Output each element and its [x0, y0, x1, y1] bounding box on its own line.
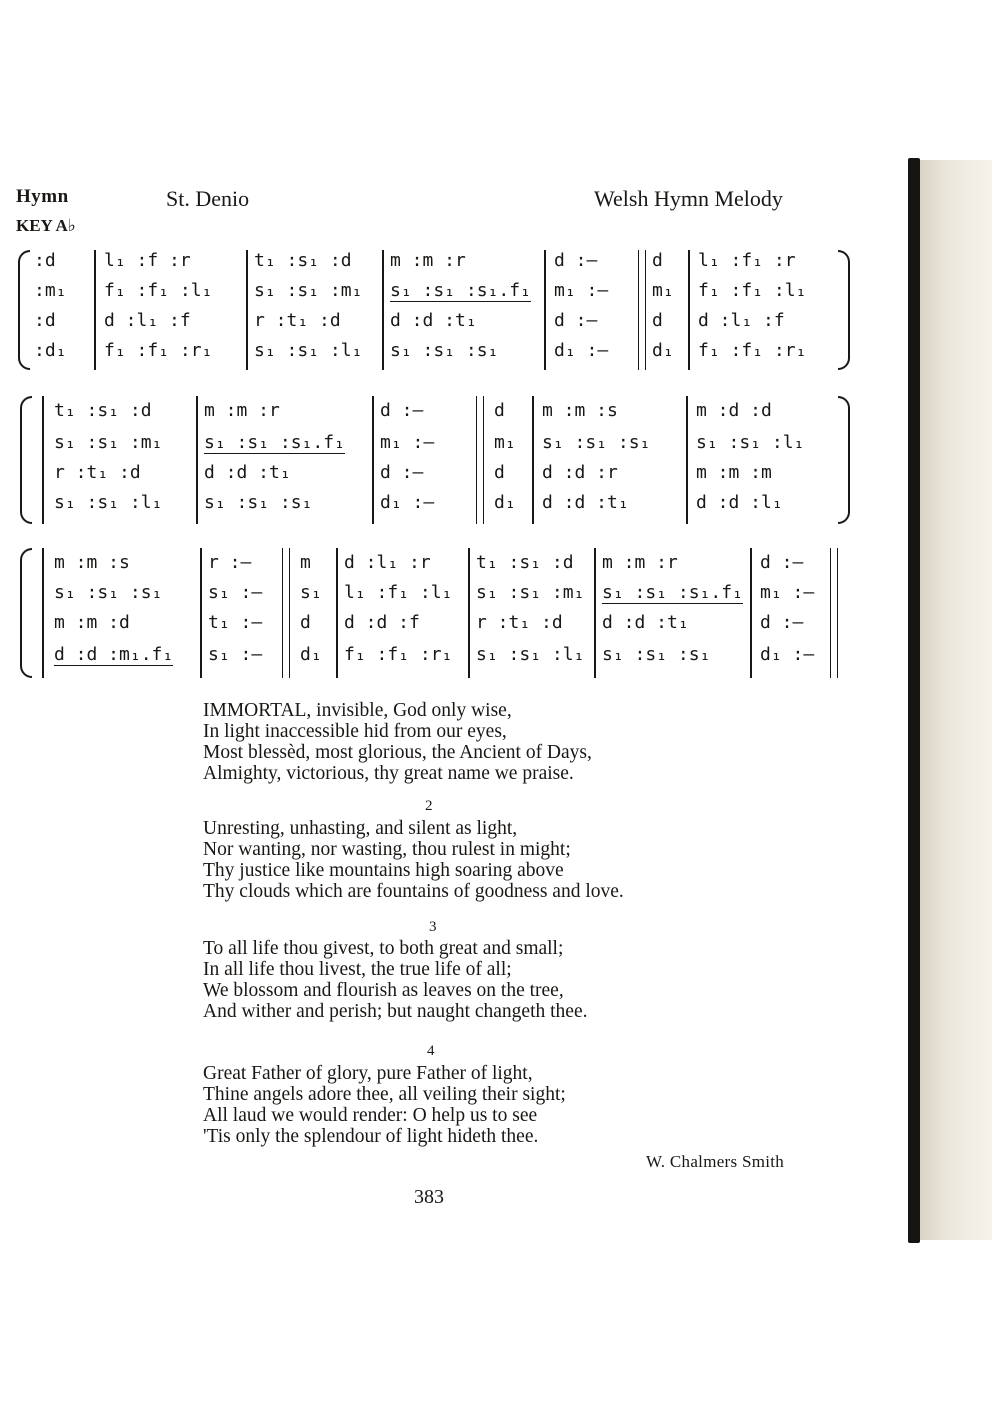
note-cell: m₁ :— — [380, 432, 435, 453]
verse-4 — [203, 1063, 566, 1147]
note-cell: :d — [34, 310, 56, 331]
verse-1 — [203, 700, 592, 784]
verse-3 — [203, 938, 587, 1022]
note-cell: f₁ :f₁ :l₁ — [698, 280, 807, 301]
note-cell: m :m :r — [204, 400, 280, 421]
note-cell: s₁ :s₁ :l₁ — [476, 644, 585, 665]
note-cell: f₁ :f₁ :l₁ — [104, 280, 213, 301]
verse-line: 'Tis only the splendour of light hideth thee. — [203, 1126, 539, 1147]
note-cell: s₁ :s₁ :s₁.f₁ — [390, 280, 531, 301]
note-cell: d — [652, 250, 663, 271]
note-cell: d :d :f — [344, 612, 420, 633]
verse-line: And wither and perish; but naught changeth thee. — [203, 1001, 588, 1022]
note-cell: s₁ :s₁ :m₁ — [54, 432, 163, 453]
alto-row — [20, 582, 850, 610]
note-cell: d :d :t₁ — [390, 310, 477, 331]
note-cell: f₁ :f₁ :r₁ — [344, 644, 453, 665]
note-cell: d₁ — [652, 340, 674, 361]
note-cell: m :d :d — [696, 400, 772, 421]
note-cell: s₁ :s₁ :m₁ — [476, 582, 585, 603]
note-cell: d₁ :— — [554, 340, 609, 361]
note-cell: d — [494, 400, 505, 421]
note-cell: l₁ :f₁ :r — [698, 250, 796, 271]
hymn-label: Hymn — [16, 186, 69, 207]
verse-line: Nor wanting, nor wasting, thou rulest in might; — [203, 839, 571, 860]
music-system-2 — [20, 396, 850, 524]
note-cell: d₁ — [300, 644, 322, 665]
note-cell: s₁ :s₁ :s₁ — [390, 340, 499, 361]
note-cell: d₁ :— — [380, 492, 435, 513]
bass-row — [20, 492, 850, 520]
note-cell: r :t₁ :d — [254, 310, 341, 331]
note-cell: d — [300, 612, 311, 633]
note-cell: d :d :r — [542, 462, 618, 483]
note-cell: d₁ :— — [760, 644, 815, 665]
bass-row — [20, 644, 850, 672]
note-cell: s₁ :— — [208, 582, 263, 603]
note-cell: d — [494, 462, 505, 483]
note-cell: d :d :t₁ — [542, 492, 629, 513]
verse-line: Most blessèd, most glorious, the Ancient of Days, — [203, 742, 592, 763]
soprano-row — [20, 552, 850, 580]
verse-line: Great Father of glory, pure Father of light, — [203, 1063, 533, 1084]
note-cell: d :l₁ :f — [104, 310, 191, 331]
note-cell: m₁ — [494, 432, 516, 453]
verse-line: To all life thou givest, to both great and small; — [203, 938, 564, 959]
note-cell: m — [300, 552, 311, 573]
verse-line: In light inaccessible hid from our eyes, — [203, 721, 507, 742]
note-cell: r :— — [208, 552, 252, 573]
note-cell: m₁ — [652, 280, 674, 301]
note-cell: m₁ :— — [760, 582, 815, 603]
note-cell: s₁ — [300, 582, 322, 603]
verse-line: Unresting, unhasting, and silent as light, — [203, 818, 518, 839]
note-cell: m :m :m — [696, 462, 772, 483]
note-cell: r :t₁ :d — [54, 462, 141, 483]
note-cell: m₁ :— — [554, 280, 609, 301]
note-cell: l₁ :f₁ :l₁ — [344, 582, 453, 603]
verse-number: 2 — [425, 798, 433, 814]
note-cell: d :l₁ :r — [344, 552, 431, 573]
note-cell: :d — [34, 250, 56, 271]
note-cell: s₁ :s₁ :s₁.f₁ — [204, 432, 345, 453]
note-cell: s₁ :s₁ :s₁.f₁ — [602, 582, 743, 603]
note-cell: :d₁ — [34, 340, 67, 361]
note-cell: d :— — [760, 612, 804, 633]
note-cell: m :m :r — [390, 250, 466, 271]
music-system-1 — [18, 250, 850, 370]
verse-line: In all life thou livest, the true life of all; — [203, 959, 512, 980]
note-cell: d :d :l₁ — [696, 492, 783, 513]
note-cell: s₁ :— — [208, 644, 263, 665]
note-cell: m :m :s — [542, 400, 618, 421]
music-system-3 — [20, 548, 850, 678]
verse-line: Thy clouds which are fountains of goodness and love. — [203, 881, 624, 902]
note-cell: t₁ :s₁ :d — [54, 400, 152, 421]
author-credit: W. Chalmers Smith — [646, 1152, 785, 1171]
note-cell: s₁ :s₁ :l₁ — [254, 340, 363, 361]
verse-2 — [203, 818, 624, 902]
note-cell: d :— — [380, 400, 424, 421]
verse-number: 3 — [429, 919, 437, 935]
alto-row — [18, 280, 850, 308]
note-cell: d :— — [760, 552, 804, 573]
note-cell: d :— — [554, 310, 598, 331]
note-cell: m :m :r — [602, 552, 678, 573]
note-cell: d :l₁ :f — [698, 310, 785, 331]
note-cell: t₁ :s₁ :d — [476, 552, 574, 573]
verse-line: Almighty, victorious, thy great name we praise. — [203, 763, 574, 784]
book-spine-edge — [908, 158, 920, 1243]
key-signature: KEY A♭ — [16, 216, 76, 235]
bass-row — [18, 340, 850, 368]
soprano-row — [18, 250, 850, 278]
note-cell: d — [652, 310, 663, 331]
verse-line: Thine angels adore thee, all veiling their sight; — [203, 1084, 566, 1105]
note-cell: d :— — [380, 462, 424, 483]
note-cell: d₁ — [494, 492, 516, 513]
tenor-row — [18, 310, 850, 338]
note-cell: r :t₁ :d — [476, 612, 563, 633]
alto-row — [20, 432, 850, 460]
note-cell: l₁ :f :r — [104, 250, 191, 271]
note-cell: s₁ :s₁ :s₁ — [54, 582, 163, 603]
note-cell: t₁ :s₁ :d — [254, 250, 352, 271]
verse-line: IMMORTAL, invisible, God only wise, — [203, 700, 512, 721]
note-cell: s₁ :s₁ :s₁ — [602, 644, 711, 665]
composer: Welsh Hymn Melody — [594, 186, 783, 211]
tune-name: St. Denio — [166, 186, 250, 211]
note-cell: t₁ :— — [208, 612, 263, 633]
note-cell: d :d :t₁ — [204, 462, 291, 483]
note-cell: d :d :m₁.f₁ — [54, 644, 174, 665]
verse-line: We blossom and flourish as leaves on the tree, — [203, 980, 564, 1001]
note-cell: d :— — [554, 250, 598, 271]
note-cell: :m₁ — [34, 280, 67, 301]
page-number: 383 — [414, 1186, 444, 1208]
tenor-row — [20, 462, 850, 490]
note-cell: s₁ :s₁ :s₁ — [204, 492, 313, 513]
note-cell: f₁ :f₁ :r₁ — [698, 340, 807, 361]
soprano-row — [20, 400, 850, 428]
verse-line: All laud we would render: O help us to see — [203, 1105, 538, 1126]
note-cell: d :d :t₁ — [602, 612, 689, 633]
tenor-row — [20, 612, 850, 640]
note-cell: s₁ :s₁ :l₁ — [54, 492, 163, 513]
page-gutter-shadow — [920, 160, 992, 1240]
verse-number: 4 — [427, 1043, 435, 1059]
note-cell: f₁ :f₁ :r₁ — [104, 340, 213, 361]
verse-line: Thy justice like mountains high soaring above — [203, 860, 564, 881]
note-cell: m :m :s — [54, 552, 130, 573]
note-cell: m :m :d — [54, 612, 130, 633]
note-cell: s₁ :s₁ :s₁ — [542, 432, 651, 453]
note-cell: s₁ :s₁ :l₁ — [696, 432, 805, 453]
note-cell: s₁ :s₁ :m₁ — [254, 280, 363, 301]
